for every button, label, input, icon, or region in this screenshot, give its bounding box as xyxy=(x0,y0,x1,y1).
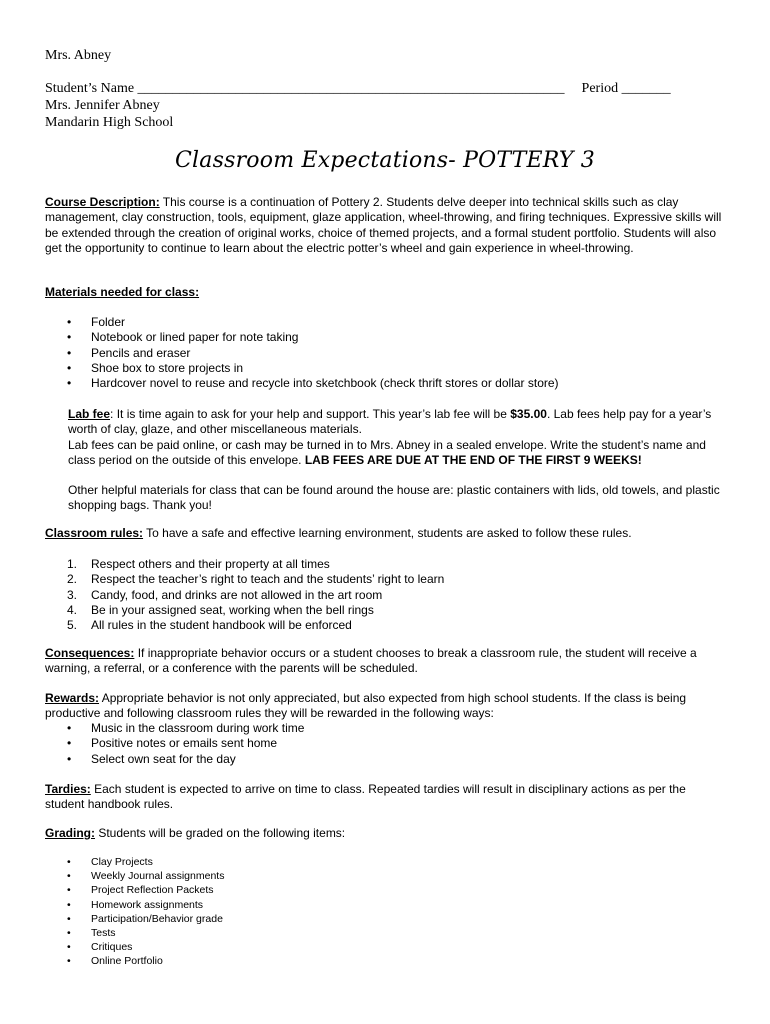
bullet-icon: • xyxy=(67,927,71,940)
consequences-text: If inappropriate behavior occurs or a student chooses to break a classroom rule, the student will receive a warning, a referral, or a conference with the parents will be scheduled. xyxy=(45,646,697,676)
materials-label: Materials needed for class: xyxy=(45,285,200,299)
page-title: Classroom Expectations- POTTERY 3 xyxy=(175,148,595,173)
materials-list-item-text: Shoe box to store projects in xyxy=(91,360,244,375)
period-label: Period _______ xyxy=(581,81,671,96)
classroom-rules-intro xyxy=(45,526,725,541)
rewards-list-item xyxy=(45,752,725,767)
grading-list xyxy=(45,855,725,969)
grading-list-item xyxy=(45,855,725,869)
bullet-icon: • xyxy=(67,856,71,868)
bullet-icon: • xyxy=(67,912,71,925)
grading-list-item xyxy=(45,883,725,897)
bullet-icon: • xyxy=(67,870,71,883)
rewards-list-item xyxy=(45,736,725,751)
rule-list-item xyxy=(45,603,725,618)
materials-list-item-text: Folder xyxy=(91,315,126,329)
bullet-icon: • xyxy=(67,751,72,766)
rule-text: Respect others and their property at all times xyxy=(91,557,330,571)
grading-list-item-text: Project Reflection Packets xyxy=(91,884,214,897)
bullet-icon: • xyxy=(67,330,72,345)
rewards-label: Rewards: xyxy=(45,691,100,705)
course-description-label: Course Description: xyxy=(45,195,160,209)
rule-list-item xyxy=(45,588,725,603)
grading-text: Students will be graded on the following items: xyxy=(95,826,346,840)
bullet-icon: • xyxy=(67,360,72,375)
bullet-icon: • xyxy=(67,955,71,968)
teacher-short-name: Mrs. Abney xyxy=(45,48,112,63)
materials-list-item-text: Hardcover novel to reuse and recycle into sketchbook (check thrift stores or dollar store) xyxy=(91,376,559,391)
rewards-list-item-text: Select own seat for the day xyxy=(91,751,236,766)
student-name-label: Student’s Name _____________________________________________________________ xyxy=(45,81,565,96)
materials-list-item xyxy=(45,376,725,391)
consequences-label: Consequences: xyxy=(45,646,135,660)
student-name-line xyxy=(45,80,745,97)
rewards-list-item xyxy=(45,721,725,736)
materials-list-item-text: Pencils and eraser xyxy=(91,345,191,360)
rule-list-item xyxy=(45,618,725,633)
bullet-icon: • xyxy=(67,376,72,391)
rule-number: 3. xyxy=(67,587,78,602)
materials-list-item xyxy=(45,315,725,330)
rewards-list-item-text: Positive notes or emails sent home xyxy=(91,736,278,751)
rewards-list xyxy=(45,721,725,767)
grading-list-item xyxy=(45,940,725,954)
rule-text: All rules in the student handbook will be enforced xyxy=(91,618,352,633)
materials-list-item xyxy=(45,346,725,361)
rule-text: Respect the teacher’s right to teach and the students’ right to learn xyxy=(91,572,445,587)
rule-number: 1. xyxy=(67,557,78,571)
lab-fee-section xyxy=(68,407,728,468)
bullet-icon: • xyxy=(67,884,71,897)
bullet-icon: • xyxy=(67,721,72,735)
grading-list-item-text: Online Portfolio xyxy=(91,955,163,968)
rule-list-item xyxy=(45,557,725,572)
lab-fee-amount: $35.00 xyxy=(510,407,547,421)
rule-list-item xyxy=(45,572,725,587)
grading-label: Grading: xyxy=(45,826,95,840)
course-description xyxy=(45,195,725,256)
rule-number: 4. xyxy=(67,602,78,617)
course-description-text: This course is a continuation of Pottery 2. Students delve deeper into technical skills such as clay management, clay construction, tools, equipment, glaze application, wheel-throwing, and firing techniques. Expressive skills will be extended through the creation of original works, choice of themed projects, and a formal student portfolio. Students will also get the opportunity to continue to learn about the electric potter’s wheel and gain experience in wheel-throwing. xyxy=(45,195,722,255)
grading-list-item-text: Tests xyxy=(91,927,116,940)
rewards-text: Appropriate behavior is not only appreciated, but also expected from high school students. If the class is being productive and following classroom rules they will be rewarded in the following ways: xyxy=(45,691,687,721)
bullet-icon: • xyxy=(67,941,71,954)
materials-list xyxy=(45,315,725,391)
bullet-icon: • xyxy=(67,345,72,360)
tardies-text: Each student is expected to arrive on time to class. Repeated tardies will result in disciplinary actions as per the student handbook rules. xyxy=(45,782,686,812)
materials-list-item xyxy=(45,330,725,345)
rule-text: Candy, food, and drinks are not allowed in the art room xyxy=(91,587,383,602)
bullet-icon: • xyxy=(67,315,72,329)
grading-list-item-text: Critiques xyxy=(91,941,133,954)
tardies-section xyxy=(45,782,725,813)
lab-fee-text3: Lab fees can be paid online, or cash may be turned in to Mrs. Abney in a sealed envelope. Write the student’s name and class period on the outside of this envelope. xyxy=(68,437,706,467)
lab-fee-due: LAB FEES ARE DUE AT THE END OF THE FIRST 9 WEEKS! xyxy=(304,452,642,467)
materials-list-item-text: Notebook or lined paper for note taking xyxy=(91,330,299,345)
teacher-full-name: Mrs. Jennifer Abney xyxy=(45,98,160,113)
materials-heading xyxy=(45,285,725,300)
grading-list-item xyxy=(45,869,725,883)
consequences-section xyxy=(45,646,725,677)
lab-fee-text1: It is time again to ask for your help and support. This year’s lab fee will be xyxy=(113,407,511,421)
classroom-rules-list xyxy=(45,557,725,633)
grading-list-item xyxy=(45,898,725,912)
grading-list-item xyxy=(45,926,725,940)
grading-intro xyxy=(45,826,725,841)
rule-number: 5. xyxy=(67,618,78,633)
rule-text: Be in your assigned seat, working when the bell rings xyxy=(91,602,374,617)
grading-list-item-text: Participation/Behavior grade xyxy=(91,912,223,925)
lab-fee-text2: . Lab fees help pay for a year’s worth of clay, glaze, and other miscellaneous materials. xyxy=(68,407,712,437)
bullet-icon: • xyxy=(67,736,72,751)
rule-number: 2. xyxy=(67,572,78,587)
school-name: Mandarin High School xyxy=(45,115,174,130)
lab-fee-colon: : xyxy=(110,407,114,421)
grading-list-item-text: Homework assignments xyxy=(91,898,204,911)
classroom-rules-label: Classroom rules: xyxy=(45,526,144,540)
grading-list-item xyxy=(45,954,725,968)
grading-list-item xyxy=(45,912,725,926)
rewards-section xyxy=(45,691,725,722)
grading-list-item-text: Weekly Journal assignments xyxy=(91,870,225,883)
rewards-list-item-text: Music in the classroom during work time xyxy=(91,721,305,735)
classroom-rules-text: To have a safe and effective learning environment, students are asked to follow these rules. xyxy=(143,526,632,540)
materials-list-item xyxy=(45,361,725,376)
tardies-label: Tardies: xyxy=(45,782,91,796)
lab-fee-label: Lab fee xyxy=(68,407,111,421)
grading-list-item-text: Clay Projects xyxy=(91,856,153,868)
other-materials-note: Other helpful materials for class that can be found around the house are: plastic containers with lids, old towels, and plastic shopping bags. Thank you! xyxy=(68,483,720,513)
bullet-icon: • xyxy=(67,898,71,911)
